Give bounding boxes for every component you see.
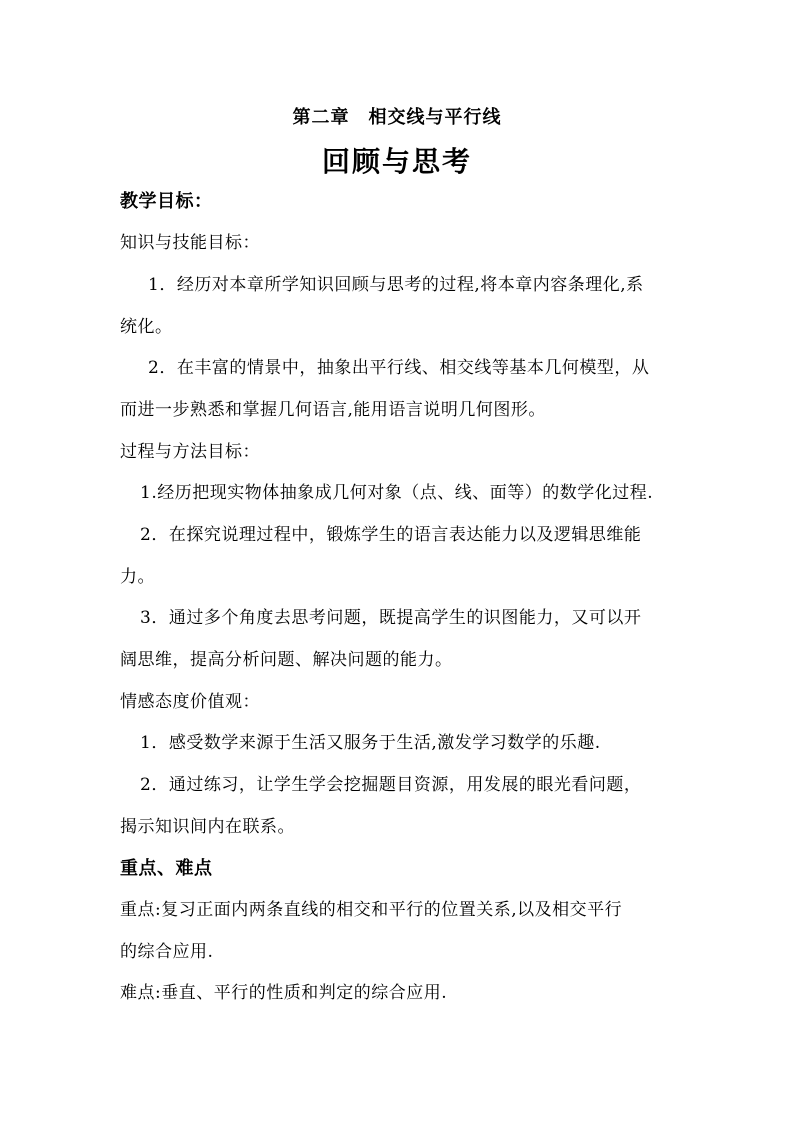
knowledge-item-2-line2: 而进一步熟悉和掌握几何语言,能用语言说明几何图形。 bbox=[120, 400, 546, 420]
key-point-line1: 重点:复习正面内两条直线的相交和平行的位置关系,以及相交平行 bbox=[120, 900, 623, 920]
key-point-line2: 的综合应用. bbox=[120, 942, 214, 962]
process-item-3-line2: 阔思维，提高分析问题、解决问题的能力。 bbox=[120, 650, 453, 670]
main-title: 回顾与思考 bbox=[321, 145, 472, 178]
difficulty-line: 难点:垂直、平行的性质和判定的综合应用. bbox=[120, 983, 448, 1003]
process-item-1: 1.经历把现实物体抽象成几何对象（点、线、面等）的数学化过程. bbox=[140, 483, 654, 503]
emotion-heading: 情感态度价值观： bbox=[120, 692, 260, 712]
knowledge-item-1-line2: 统化。 bbox=[120, 317, 173, 337]
chapter-title: 第二章 相交线与平行线 bbox=[292, 107, 502, 128]
teaching-goals-heading: 教学目标： bbox=[120, 191, 213, 212]
emotion-item-2-line1: 2．通过练习，让学生学会挖掘题目资源，用发展的眼光看问题， bbox=[140, 775, 642, 795]
knowledge-item-1-line1: 1．经历对本章所学知识回顾与思考的过程,将本章内容条理化,系 bbox=[148, 275, 644, 295]
process-heading: 过程与方法目标： bbox=[120, 442, 260, 462]
process-item-3-line1: 3．通过多个角度去思考问题，既提高学生的识图能力，又可以开 bbox=[140, 608, 642, 628]
key-points-heading: 重点、难点 bbox=[120, 858, 213, 879]
emotion-item-1: 1．感受数学来源于生活又服务于生活,激发学习数学的乐趣. bbox=[140, 733, 601, 753]
knowledge-item-2-line1: 2．在丰富的情景中，抽象出平行线、相交线等基本几何模型，从 bbox=[148, 358, 650, 378]
knowledge-heading: 知识与技能目标： bbox=[120, 233, 260, 253]
process-item-2-line2: 力。 bbox=[120, 567, 155, 587]
emotion-item-2-line2: 揭示知识间内在联系。 bbox=[120, 817, 295, 837]
process-item-2-line1: 2．在探究说理过程中，锻炼学生的语言表达能力以及逻辑思维能 bbox=[140, 525, 642, 545]
